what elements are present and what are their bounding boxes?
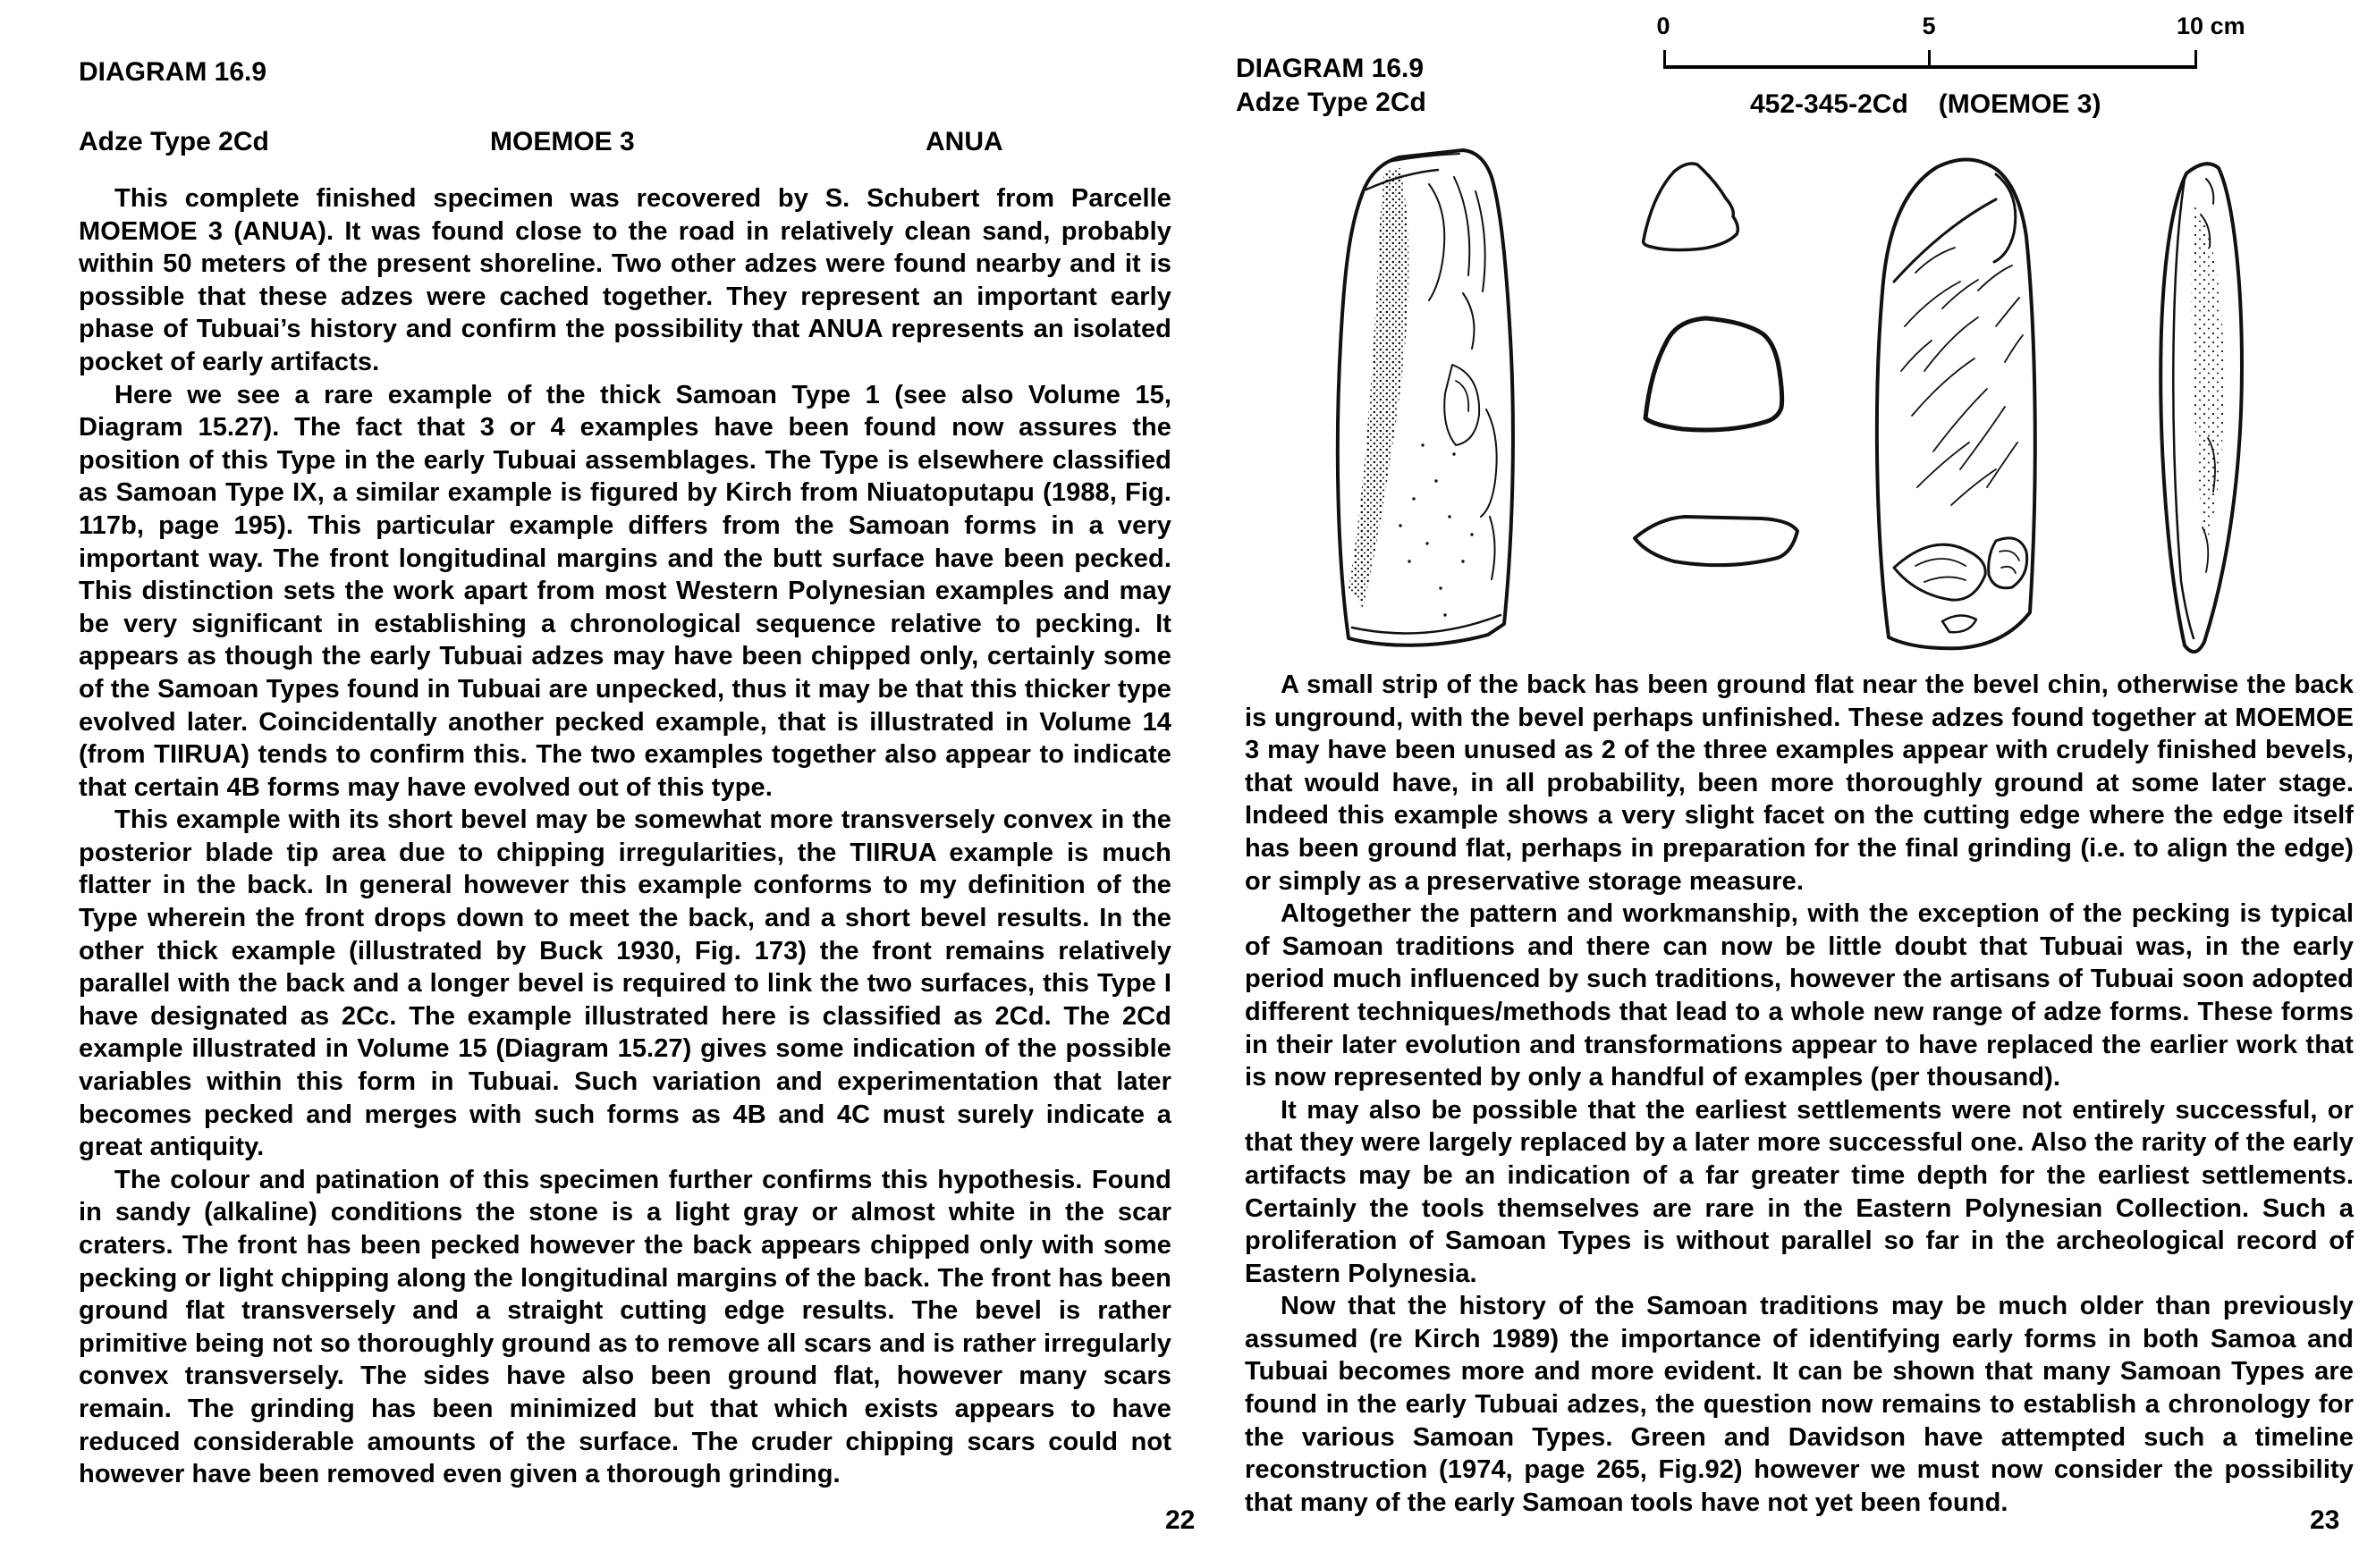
header-adze-type-label: Adze Type 2Cd bbox=[79, 127, 269, 156]
scale-label-0: 0 bbox=[1656, 13, 1670, 39]
left-diagram-title: DIAGRAM 16.9 bbox=[79, 57, 267, 87]
right-diagram-subtitle: Adze Type 2Cd bbox=[1236, 88, 1426, 117]
adze-back-view-drawing bbox=[1862, 148, 2064, 666]
paragraph-colour-patination: The colour and patination of this specimen further confirms this hypothesis. Found in sandy (alkaline) conditions the stone is a light gray or almost white in the scar craters. The front has been pecked however the back appears chipped only with some pecking or light chipping along the longitudinal margins of the back. The front has been ground flat transversely and a straight cutting edge results. The bevel is rather primitive being not so thoroughly ground as to remove all scars and is rather irregularly convex transversely. The sides have also been ground flat, however many scars remain. The grinding has been minimized but that which exists appears to have reduced considerable amounts of the surface. The cruder chipping scars could not however have been removed even given a thorough grinding. bbox=[79, 1165, 1171, 1489]
paragraph-ground-back: A small strip of the back has been ground flat near the bevel chin, otherwise the back is unground, with the bevel perhaps unfinished. These adzes found together at MOEMOE 3 may have been unused as 2 of the three examples appear with crudely finished bevels, that would have, in all probability, been more thoroughly ground at some later stage. Indeed this example shows a very slight facet on the cutting edge where the edge itself has been ground flat, perhaps in preparation for the final grinding (i.e. to align the edge) or simply as a preservative storage measure. bbox=[1245, 670, 2354, 896]
left-body-text bbox=[79, 182, 1171, 1491]
scale-label-5: 5 bbox=[1922, 13, 1936, 39]
paragraph-specimen-recovery: This complete finished specimen was recovered by S. Schubert from Parcelle MOEMOE 3 (ANUA). It was found close to the road in relatively clean sand, probably within 50 meters of the present shoreline. Two other adzes were found nearby and it is possible that these adzes were cached together. They represent an important early phase of Tubuai’s history and confirm the possibility that ANUA represents an isolated pocket of early artifacts. bbox=[79, 184, 1171, 376]
specimen-label bbox=[1750, 89, 2101, 120]
paragraph-chronology: Now that the history of the Samoan traditions may be much older than previously assumed (re Kirch 1989) the importance of identifying early forms in both Samoa and Tubuai becomes more and more evident. It can be shown that many Samoan Types are found in the early Tubuai adzes, the question now remains to establish a chronology for the various Samoan Types. Green and Davidson have attempted such a timeline reconstruction (1974, page 265, Fig.92) however we must now consider the possibility that many of the early Samoan tools have not yet been found. bbox=[1245, 1292, 2354, 1517]
adze-cross-sections-drawing bbox=[1628, 154, 1806, 619]
paragraph-samoan-type: Here we see a rare example of the thick Samoan Type 1 (see also Volume 15, Diagram 15.27). The fact that 3 or 4 examples have been found now assures the position of this Type in the early Tubuai assemblages. The Type is elsewhere classified as Samoan Type IX, a similar example is figured by Kirch from Niuatoputapu (1988, Fig. 117b, page 195). This particular example differs from the Samoan forms in a very important way. The front longitudinal margins and the butt surface have been pecked. This distinction sets the work apart from most Western Polynesian examples and may be very significant in establishing a chronological sequence relative to pecking. It appears as though the early Tubuai adzes may have been chipped only, certainly some of the Samoan Types found in Tubuai are unpecked, thus it may be that this thicker type evolved later. Coincidentally another pecked example, that is illustrated in Volume 14 (from TIIRUA) tends to confirm this. The two examples together also appear to indicate that certain 4B forms may have evolved out of this type. bbox=[79, 380, 1171, 802]
paragraph-earliest-settlements: It may also be possible that the earliest settlements were not entirely successful, or that they were largely replaced by a later more successful one. Also the rarity of the early artifacts may be an indication of a far greater time depth for the earliest settlements. Certainly the tools themselves are rare in the Eastern Polynesian Collection. Such a proliferation of Samoan Types is without parallel so far in the archeological record of Eastern Polynesia. bbox=[1245, 1095, 2354, 1288]
adze-side-view-drawing bbox=[2131, 152, 2265, 675]
adze-front-view-drawing bbox=[1329, 141, 1533, 669]
paragraph-bevel-definition: This example with its short bevel may be somewhat more transversely convex in the posterior blade tip area due to chipping irregularities, the TIIRUA example is much flatter in the back. In general however this example conforms to my definition of the Type wherein the front drops down to meet the back, and a short bevel results. In the other thick example (illustrated by Buck 1930, Fig. 173) the front remains relatively parallel with the back and a longer bevel is required to link the two surfaces, this Type I have designated as 2Cc. The example illustrated here is classified as 2Cd. The 2Cd example illustrated in Volume 15 (Diagram 15.27) gives some indication of the possible variables within this form in Tubuai. Such variation and experimentation that later becomes pecked and merges with such forms as 4B and 4C must surely indicate a great antiquity. bbox=[79, 805, 1171, 1162]
specimen-site-name: (MOEMOE 3) bbox=[1938, 89, 2101, 119]
header-site-label: MOEMOE 3 bbox=[490, 127, 635, 156]
scale-label-10cm: 10 cm bbox=[2177, 13, 2245, 39]
left-page-number: 22 bbox=[1165, 1505, 1196, 1535]
right-diagram-title: DIAGRAM 16.9 bbox=[1236, 54, 1425, 83]
paragraph-samoan-traditions: Altogether the pattern and workmanship, with the exception of the pecking is typical of Samoan traditions and there can now be little doubt that Tubuai was, in the early period much influenced by such traditions, however the artisans of Tubuai soon adopted different techniques/methods that lead to a whole new range of adze forms. These forms in their later evolution and transformations appear to have replaced the earlier work that is now represented by only a handful of examples (per thousand). bbox=[1245, 899, 2354, 1092]
right-page-number: 23 bbox=[2310, 1505, 2340, 1535]
specimen-catalog-number: 452-345-2Cd bbox=[1750, 89, 1908, 119]
scale-bar-line bbox=[1663, 65, 2197, 69]
header-district-label: ANUA bbox=[926, 127, 1003, 156]
right-body-text bbox=[1245, 669, 2354, 1519]
